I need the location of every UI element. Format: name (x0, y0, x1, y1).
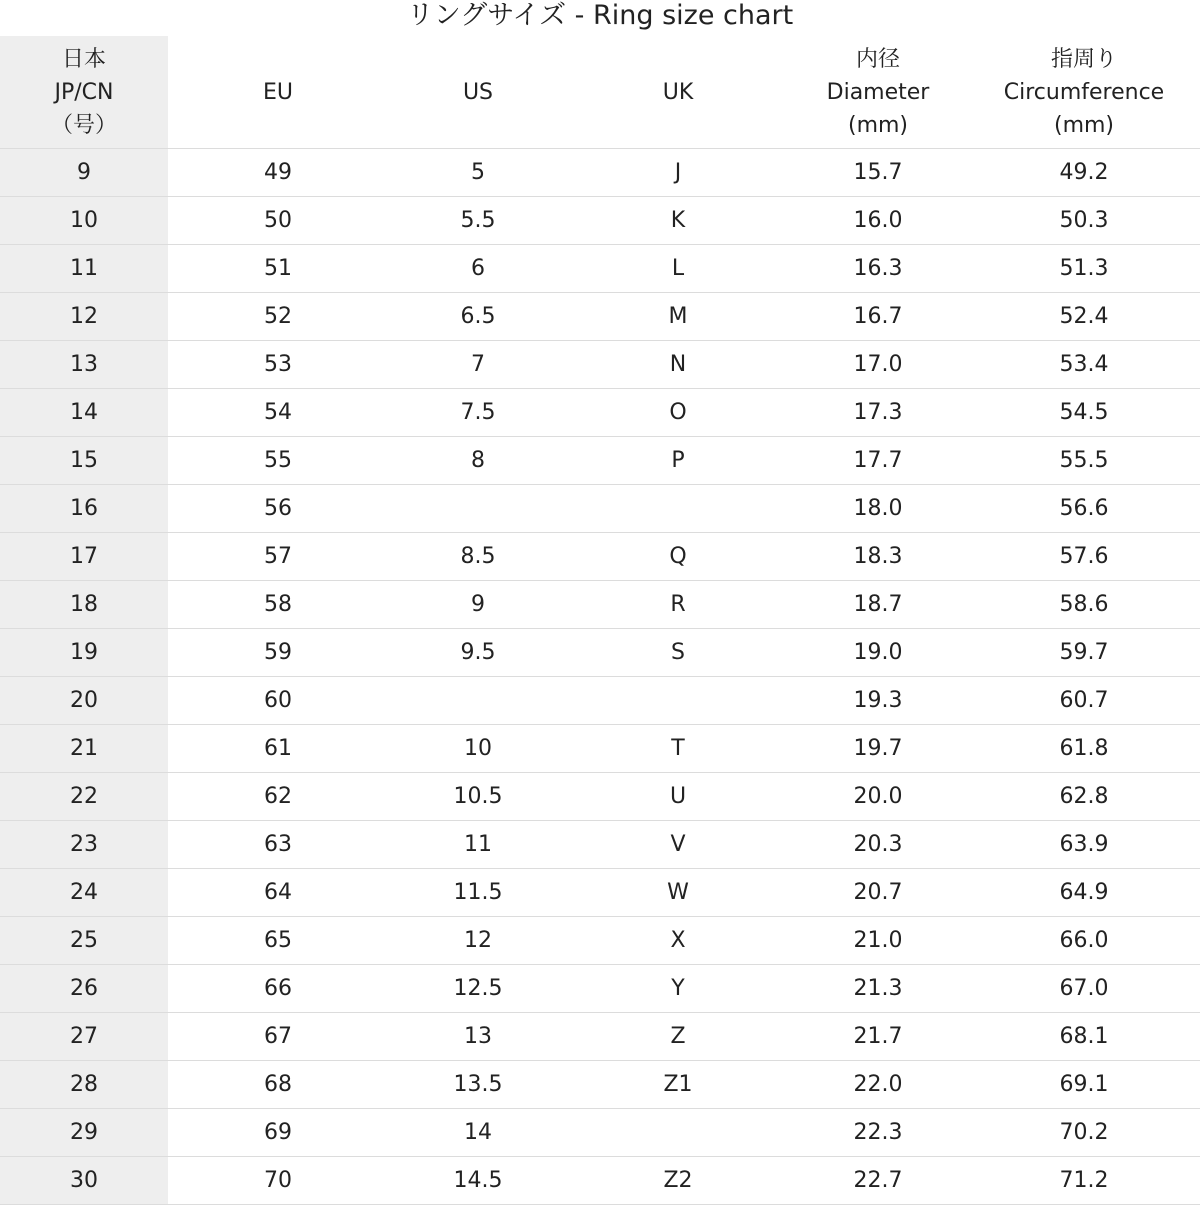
cell-circumference: 52.4 (968, 293, 1200, 341)
cell-diameter: 16.3 (788, 245, 968, 293)
cell-us: 12.5 (388, 965, 568, 1013)
table-row (0, 917, 1200, 965)
cell-eu: 60 (168, 677, 388, 725)
cell-eu: 50 (168, 197, 388, 245)
table-row (0, 677, 1200, 725)
cell-circumference: 57.6 (968, 533, 1200, 581)
cell-diameter: 18.7 (788, 581, 968, 629)
cell-eu: 59 (168, 629, 388, 677)
cell-jp: 18 (0, 581, 168, 629)
cell-jp: 24 (0, 869, 168, 917)
cell-circumference: 55.5 (968, 437, 1200, 485)
cell-us: 13.5 (388, 1061, 568, 1109)
cell-jp: 16 (0, 485, 168, 533)
table-row (0, 965, 1200, 1013)
cell-jp: 11 (0, 245, 168, 293)
cell-uk: Y (568, 965, 788, 1013)
cell-jp: 15 (0, 437, 168, 485)
header-diameter-line: Diameter (826, 79, 930, 105)
header-circumference-line: Circumference (1003, 79, 1165, 105)
cell-eu: 62 (168, 773, 388, 821)
cell-jp: 9 (0, 149, 168, 197)
cell-uk: J (568, 149, 788, 197)
cell-us (388, 677, 568, 725)
cell-uk: P (568, 437, 788, 485)
cell-diameter: 21.3 (788, 965, 968, 1013)
cell-circumference: 50.3 (968, 197, 1200, 245)
cell-diameter: 20.7 (788, 869, 968, 917)
header-jp-line: 日本 (61, 46, 106, 72)
cell-uk: O (568, 389, 788, 437)
cell-uk: V (568, 821, 788, 869)
cell-us: 13 (388, 1013, 568, 1061)
cell-us: 7.5 (388, 389, 568, 437)
cell-us (388, 485, 568, 533)
cell-jp: 29 (0, 1109, 168, 1157)
cell-uk: M (568, 293, 788, 341)
cell-diameter: 21.0 (788, 917, 968, 965)
cell-eu: 61 (168, 725, 388, 773)
cell-eu: 67 (168, 1013, 388, 1061)
cell-jp: 21 (0, 725, 168, 773)
cell-uk: Z2 (568, 1157, 788, 1205)
cell-circumference: 56.6 (968, 485, 1200, 533)
cell-diameter: 18.0 (788, 485, 968, 533)
cell-uk: Q (568, 533, 788, 581)
cell-diameter: 17.3 (788, 389, 968, 437)
cell-uk: Z1 (568, 1061, 788, 1109)
cell-uk: N (568, 341, 788, 389)
cell-diameter: 21.7 (788, 1013, 968, 1061)
cell-circumference: 61.8 (968, 725, 1200, 773)
cell-jp: 23 (0, 821, 168, 869)
cell-jp: 12 (0, 293, 168, 341)
cell-diameter: 19.3 (788, 677, 968, 725)
cell-jp: 20 (0, 677, 168, 725)
table-row (0, 389, 1200, 437)
cell-circumference: 66.0 (968, 917, 1200, 965)
table-row (0, 149, 1200, 197)
header-jp-line: （号） (50, 112, 117, 138)
cell-jp: 26 (0, 965, 168, 1013)
cell-circumference: 67.0 (968, 965, 1200, 1013)
table-body (0, 149, 1200, 1205)
table-row (0, 1013, 1200, 1061)
cell-eu: 69 (168, 1109, 388, 1157)
cell-us: 14.5 (388, 1157, 568, 1205)
cell-uk: Z (568, 1013, 788, 1061)
cell-circumference: 70.2 (968, 1109, 1200, 1157)
cell-us: 6.5 (388, 293, 568, 341)
cell-circumference: 51.3 (968, 245, 1200, 293)
cell-diameter: 19.0 (788, 629, 968, 677)
cell-us: 7 (388, 341, 568, 389)
cell-diameter: 19.7 (788, 725, 968, 773)
cell-eu: 55 (168, 437, 388, 485)
table-row (0, 437, 1200, 485)
table-row (0, 1157, 1200, 1205)
cell-us: 11.5 (388, 869, 568, 917)
cell-jp: 28 (0, 1061, 168, 1109)
page-title: リングサイズ - Ring size chart (406, 0, 794, 31)
cell-eu: 63 (168, 821, 388, 869)
cell-diameter: 17.0 (788, 341, 968, 389)
cell-circumference: 62.8 (968, 773, 1200, 821)
table-row (0, 245, 1200, 293)
header-uk: UK (568, 36, 788, 149)
cell-us: 14 (388, 1109, 568, 1157)
header-circumference-line: 指周り (1050, 46, 1117, 72)
cell-circumference: 71.2 (968, 1157, 1200, 1205)
cell-jp: 22 (0, 773, 168, 821)
cell-jp: 19 (0, 629, 168, 677)
ring-size-table (0, 36, 1200, 1205)
cell-eu: 64 (168, 869, 388, 917)
cell-circumference: 53.4 (968, 341, 1200, 389)
cell-us: 10.5 (388, 773, 568, 821)
cell-jp: 10 (0, 197, 168, 245)
cell-uk: S (568, 629, 788, 677)
cell-us: 6 (388, 245, 568, 293)
cell-us: 5.5 (388, 197, 568, 245)
cell-diameter: 17.7 (788, 437, 968, 485)
cell-eu: 70 (168, 1157, 388, 1205)
table-row (0, 821, 1200, 869)
cell-us: 10 (388, 725, 568, 773)
table-row (0, 773, 1200, 821)
cell-circumference: 54.5 (968, 389, 1200, 437)
cell-jp: 14 (0, 389, 168, 437)
cell-diameter: 16.7 (788, 293, 968, 341)
cell-diameter: 22.7 (788, 1157, 968, 1205)
table-row (0, 341, 1200, 389)
cell-uk (568, 485, 788, 533)
table-row (0, 485, 1200, 533)
header-diameter (788, 36, 968, 149)
cell-eu: 56 (168, 485, 388, 533)
cell-uk: T (568, 725, 788, 773)
cell-eu: 53 (168, 341, 388, 389)
cell-us: 5 (388, 149, 568, 197)
cell-us: 8.5 (388, 533, 568, 581)
cell-diameter: 20.0 (788, 773, 968, 821)
cell-circumference: 58.6 (968, 581, 1200, 629)
cell-circumference: 60.7 (968, 677, 1200, 725)
cell-circumference: 68.1 (968, 1013, 1200, 1061)
cell-jp: 25 (0, 917, 168, 965)
table-row (0, 581, 1200, 629)
cell-uk (568, 677, 788, 725)
table-row (0, 293, 1200, 341)
cell-us: 12 (388, 917, 568, 965)
cell-diameter: 15.7 (788, 149, 968, 197)
cell-circumference: 59.7 (968, 629, 1200, 677)
table-row (0, 1061, 1200, 1109)
cell-diameter: 22.0 (788, 1061, 968, 1109)
cell-diameter: 18.3 (788, 533, 968, 581)
table-row (0, 533, 1200, 581)
header-eu: EU (168, 36, 388, 149)
cell-us: 9.5 (388, 629, 568, 677)
header-circumference (968, 36, 1200, 149)
cell-eu: 65 (168, 917, 388, 965)
table-row (0, 197, 1200, 245)
header-diameter-line: 内径 (855, 46, 900, 72)
cell-uk: K (568, 197, 788, 245)
header-diameter-line: (mm) (847, 112, 909, 138)
cell-uk: L (568, 245, 788, 293)
table-row (0, 725, 1200, 773)
cell-eu: 66 (168, 965, 388, 1013)
cell-eu: 54 (168, 389, 388, 437)
cell-circumference: 69.1 (968, 1061, 1200, 1109)
cell-uk: U (568, 773, 788, 821)
cell-eu: 49 (168, 149, 388, 197)
cell-us: 8 (388, 437, 568, 485)
cell-us: 11 (388, 821, 568, 869)
header-jp-line: JP/CN (54, 79, 114, 105)
table-header (0, 36, 1200, 149)
cell-jp: 13 (0, 341, 168, 389)
table-row (0, 1109, 1200, 1157)
cell-diameter: 22.3 (788, 1109, 968, 1157)
cell-eu: 58 (168, 581, 388, 629)
cell-uk: R (568, 581, 788, 629)
table-row (0, 869, 1200, 917)
cell-jp: 30 (0, 1157, 168, 1205)
table-row (0, 629, 1200, 677)
cell-circumference: 64.9 (968, 869, 1200, 917)
header-us: US (388, 36, 568, 149)
cell-jp: 17 (0, 533, 168, 581)
cell-circumference: 63.9 (968, 821, 1200, 869)
cell-us: 9 (388, 581, 568, 629)
cell-eu: 68 (168, 1061, 388, 1109)
cell-eu: 57 (168, 533, 388, 581)
cell-uk (568, 1109, 788, 1157)
header-jp (0, 36, 168, 149)
cell-uk: X (568, 917, 788, 965)
cell-circumference: 49.2 (968, 149, 1200, 197)
cell-diameter: 16.0 (788, 197, 968, 245)
cell-eu: 52 (168, 293, 388, 341)
cell-uk: W (568, 869, 788, 917)
header-circumference-line: (mm) (1053, 112, 1115, 138)
cell-diameter: 20.3 (788, 821, 968, 869)
header-row (0, 36, 1200, 149)
cell-jp: 27 (0, 1013, 168, 1061)
cell-eu: 51 (168, 245, 388, 293)
